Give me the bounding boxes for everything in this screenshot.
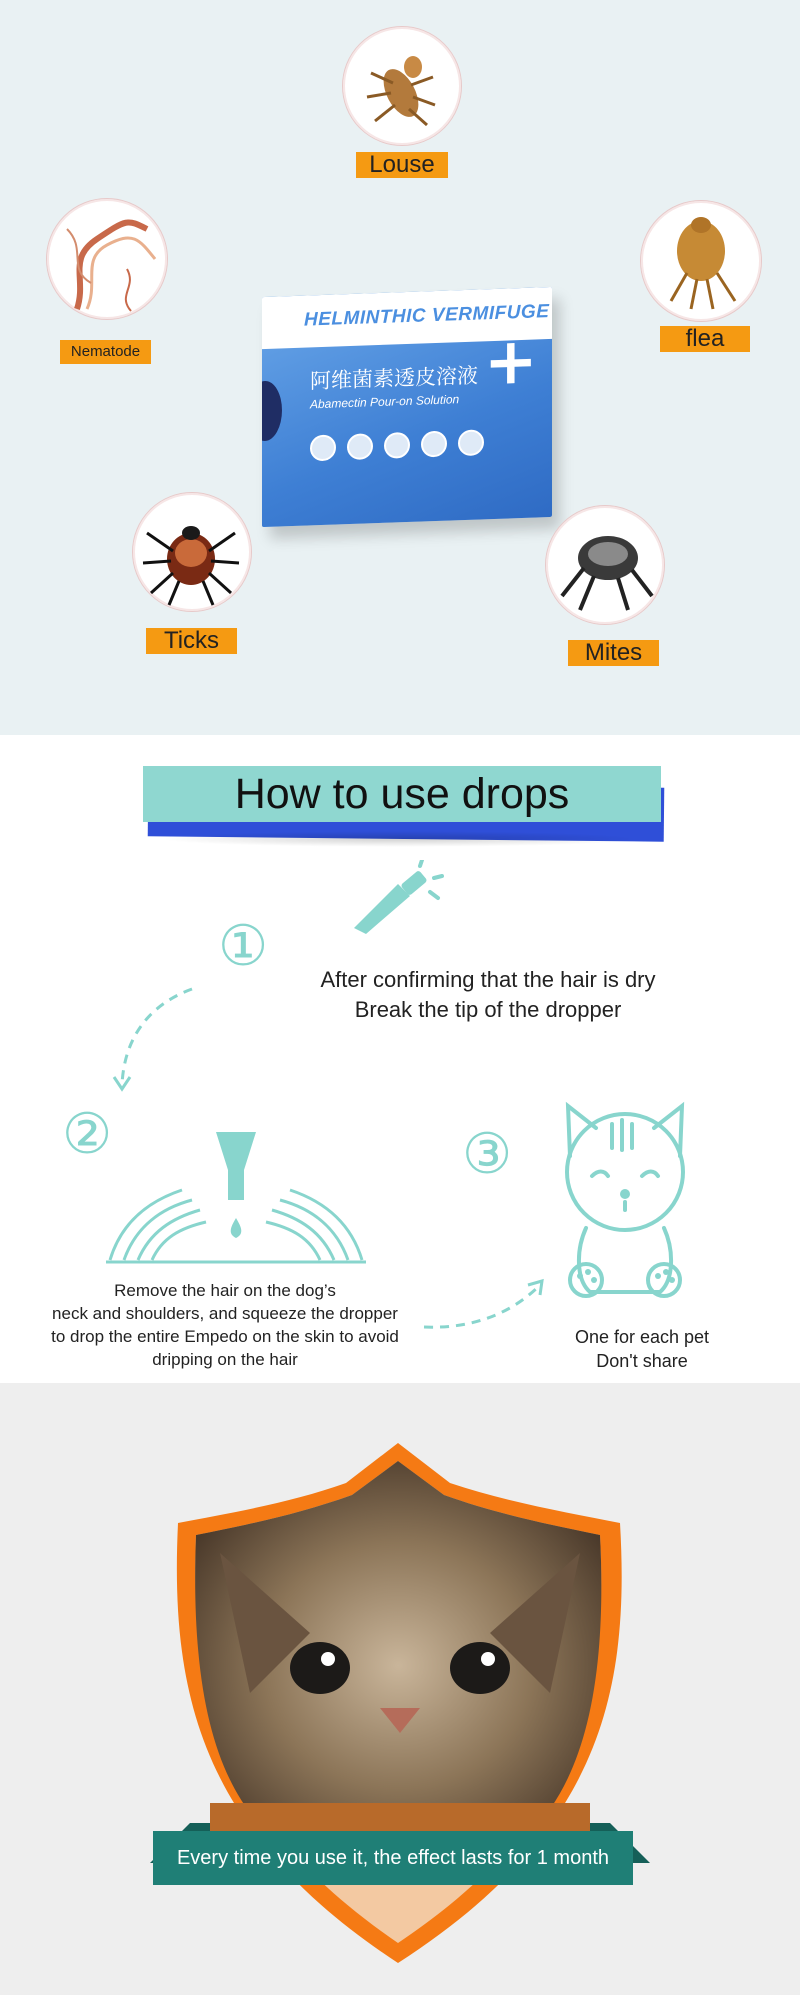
product-box (262, 287, 552, 527)
step-2-number: ② (62, 1102, 113, 1167)
instructions-section (0, 735, 800, 1383)
heading-drop-shadow (160, 831, 640, 847)
flea-label: flea (660, 326, 750, 352)
no-pest-icon (458, 429, 484, 456)
product-name-en: Abamectin Pour-on Solution (310, 392, 460, 412)
instructions-heading: How to use drops (143, 766, 661, 822)
step-3-line-2: Don't share (596, 1351, 688, 1371)
louse-image (342, 26, 462, 146)
effect-caption: Every time you use it, the effect lasts for 1 month (153, 1831, 633, 1885)
mite-icon (546, 506, 664, 624)
step-1-line-1: After confirming that the hair is dry (320, 967, 656, 992)
arrow-step1-to-2 (108, 985, 198, 1095)
no-pest-icon (421, 431, 447, 458)
product-pest-icons (310, 429, 484, 461)
no-pest-icon (310, 434, 336, 461)
shield-cat-image (150, 1443, 650, 1963)
step-1-text (268, 965, 708, 1025)
nematode-label: Nematode (60, 340, 151, 364)
step-2-line-4: dripping on the hair (152, 1350, 298, 1369)
product-title: HELMINTHIC VERMIFUGE (304, 301, 550, 331)
ticks-label: Ticks (146, 628, 237, 654)
effect-section (0, 1383, 800, 1995)
step-3-number: ③ (462, 1122, 513, 1187)
flea-image (640, 200, 762, 322)
step-1-line-2: Break the tip of the dropper (354, 997, 622, 1022)
step-1-number: ① (218, 914, 269, 979)
product-side-mark (262, 380, 282, 441)
step-3-line-1: One for each pet (574, 1327, 710, 1347)
nematode-image (46, 198, 168, 320)
flea-icon (641, 201, 761, 321)
product-name-cn: 阿维菌素透皮溶液 (310, 363, 478, 394)
plus-icon: + (484, 324, 538, 401)
arrow-step2-to-3 (420, 1275, 550, 1335)
nematode-icon (47, 199, 167, 319)
step-3-text (542, 1325, 742, 1373)
tick-icon (133, 493, 251, 611)
louse-icon (343, 27, 461, 145)
louse-label: Louse (356, 152, 448, 178)
ticks-image (132, 492, 252, 612)
step-2-line-3: to drop the entire Empedo on the skin to avoid (51, 1327, 399, 1346)
dropper-spray-icon (350, 860, 455, 935)
mites-label: Mites (568, 640, 659, 666)
step-2-line-2: neck and shoulders, and squeeze the dropper (52, 1304, 398, 1323)
no-pest-icon (347, 433, 373, 460)
step-2-line-1: Remove the hair on the dog’s (114, 1281, 336, 1300)
pests-section (0, 0, 800, 735)
cat-outline-icon (556, 1100, 694, 1300)
step-2-text (15, 1279, 435, 1371)
hair-drop-icon (102, 1130, 370, 1265)
no-pest-icon (384, 432, 410, 459)
mites-image (545, 505, 665, 625)
